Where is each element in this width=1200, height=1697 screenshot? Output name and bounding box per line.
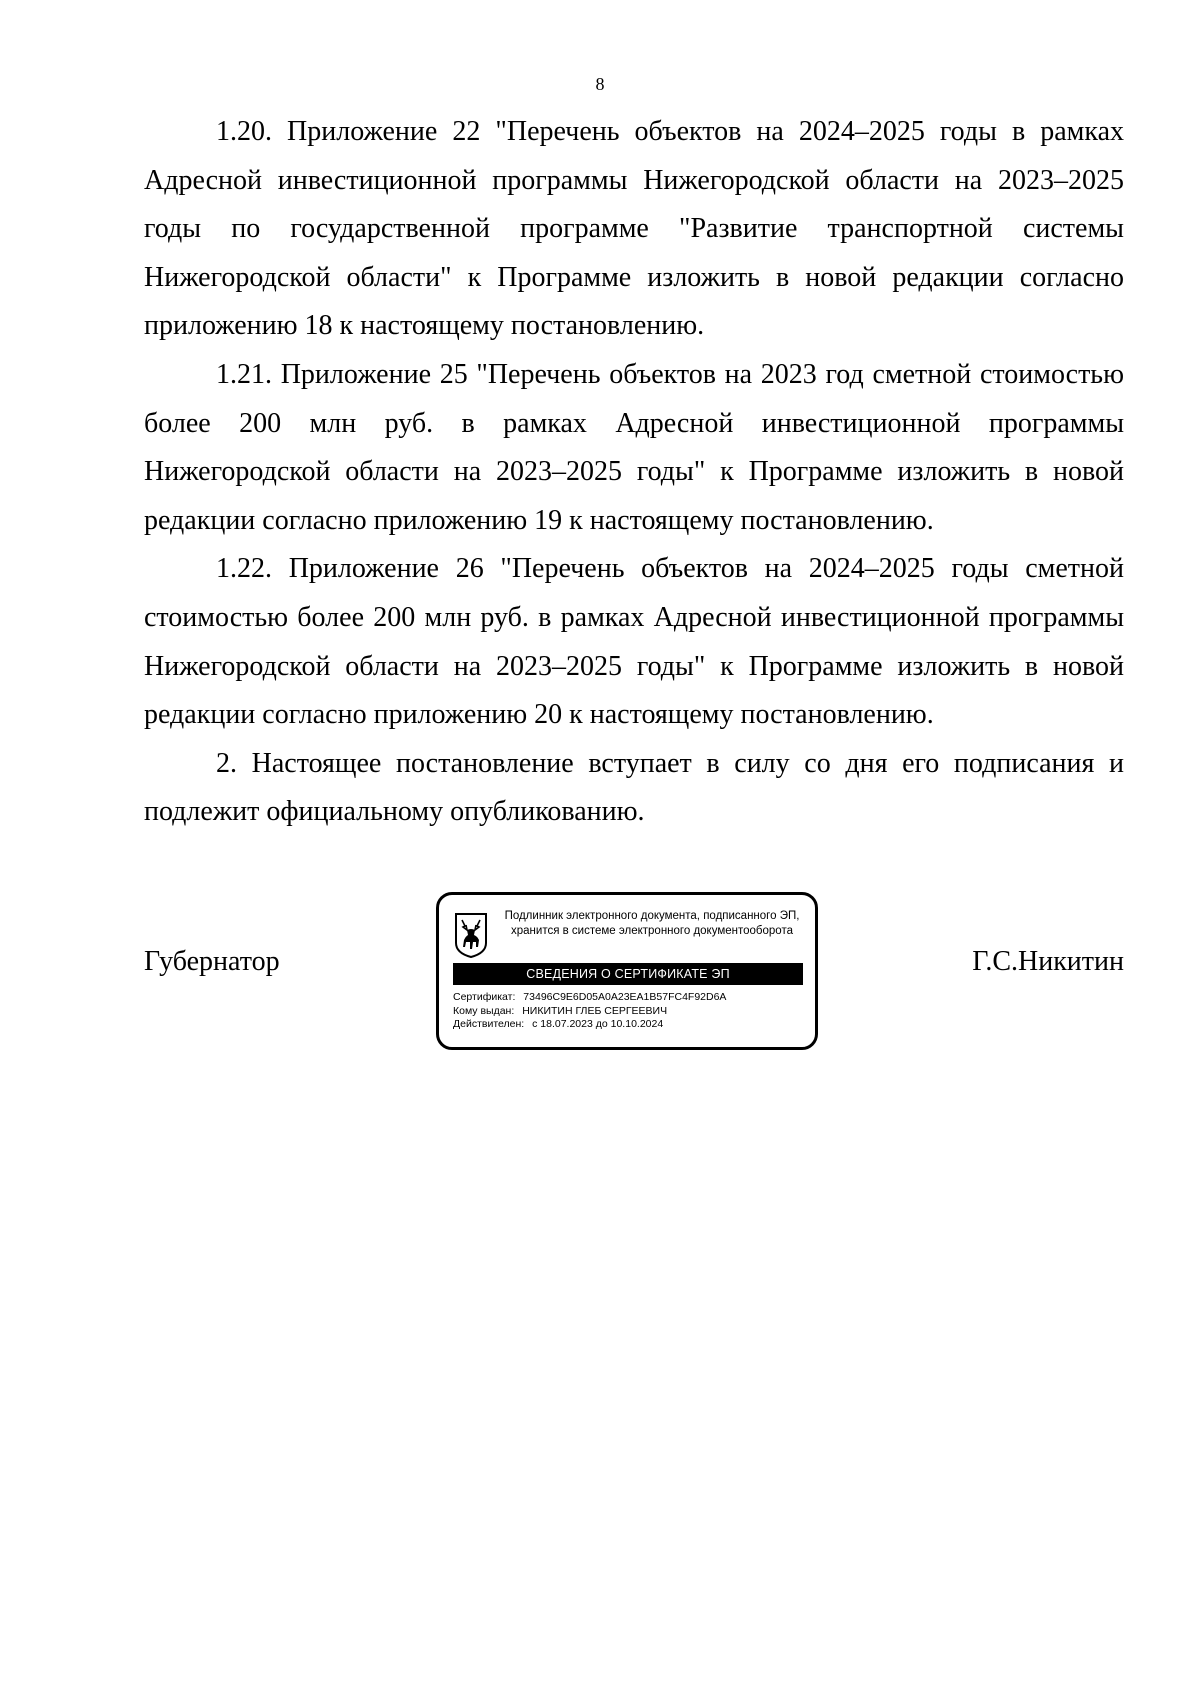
signatory-name: Г.С.Никитин (972, 946, 1124, 977)
issued-to-label: Кому выдан: (453, 1004, 515, 1017)
valid-line (453, 1018, 808, 1032)
stamp-header-line-2: хранится в системе электронного документооборота (511, 925, 793, 937)
issued-to-value: НИКИТИН ГЛЕБ СЕРГЕЕВИЧ (522, 1004, 668, 1017)
certificate-value: 73496C9E6D05A0A23EA1B57FC4F92D6A (523, 991, 727, 1003)
certificate-details (453, 991, 808, 1032)
document-body (144, 108, 1124, 837)
certificate-label: Сертификат: (453, 991, 516, 1003)
electronic-signature-stamp (436, 892, 818, 1050)
paragraph-2: 2. Настоящее постановление вступает в силу со дня его подписания и подлежит официальному опубликованию. (144, 747, 1124, 828)
issued-to-line (453, 1005, 808, 1019)
paragraph-1-22: 1.22. Приложение 26 "Перечень объектов на 2024–2025 годы сметной стоимостью более 200 млн руб. в рамках Адресной инвестиционной программы Нижегородской области на 2023–2025 годы" к Программе изложить в новой редакции согласно приложению 20 к настоящему постановлению. (144, 553, 1124, 731)
stamp-header (493, 909, 811, 939)
signatory-position: Губернатор (144, 946, 280, 977)
stamp-header-line-1: Подлинник электронного документа, подписанного ЭП, (504, 910, 800, 922)
page-number: 8 (595, 74, 605, 94)
paragraph-1-20: 1.20. Приложение 22 "Перечень объектов на 2024–2025 годы в рамках Адресной инвестиционной программы Нижегородской области на 2023–2025 годы по государственной программе "Развитие транспортной системы Нижегородской области" к Программе изложить в новой редакции согласно приложению 18 к настоящему постановлению. (144, 116, 1124, 342)
certificate-info-bar: СВЕДЕНИЯ О СЕРТИФИКАТЕ ЭП (453, 963, 803, 985)
paragraph-1-21: 1.21. Приложение 25 "Перечень объектов на 2023 год сметной стоимостью более 200 млн руб. в рамках Адресной инвестиционной программы Нижегородской области на 2023–2025 годы" к Программе изложить в новой редакции согласно приложению 19 к настоящему постановлению. (144, 358, 1124, 536)
certificate-line (453, 991, 808, 1005)
signature-block (144, 885, 1124, 1065)
deer-emblem-icon (453, 911, 489, 959)
valid-label: Действителен: (453, 1018, 525, 1030)
valid-value: с 18.07.2023 до 10.10.2024 (532, 1018, 664, 1030)
